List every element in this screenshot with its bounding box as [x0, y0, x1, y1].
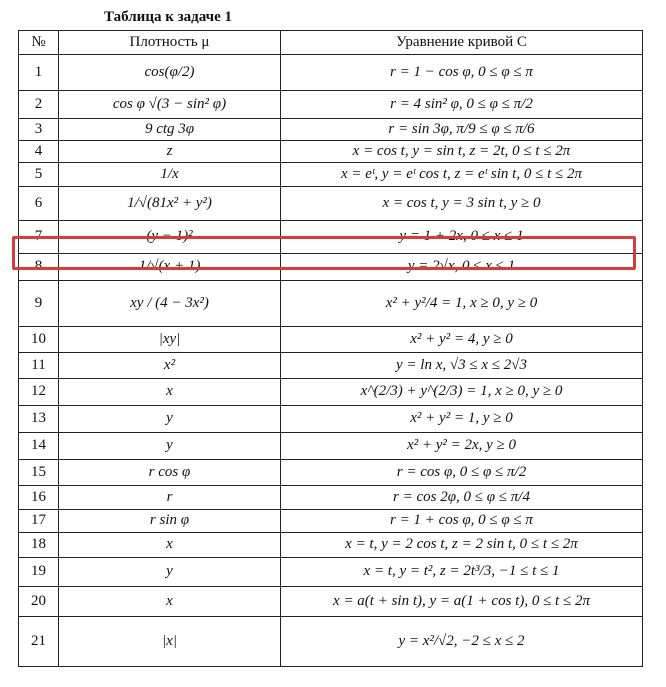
table-row [19, 486, 643, 510]
density-cell: y [59, 558, 281, 587]
row-number: 1 [19, 55, 59, 91]
table-row [19, 533, 643, 558]
equation-cell: r = sin 3φ, π/9 ≤ φ ≤ π/6 [281, 119, 643, 141]
equation-cell: x = cos t, y = 3 sin t, y ≥ 0 [281, 187, 643, 221]
header-density: Плотность μ [59, 31, 281, 55]
row-number: 18 [19, 533, 59, 558]
row-number: 20 [19, 587, 59, 617]
density-cell: z [59, 141, 281, 163]
density-cell: 1/√(x + 1) [59, 254, 281, 281]
density-cell: 1/√(81x² + y²) [59, 187, 281, 221]
header-number: № [19, 31, 59, 55]
table-row [19, 379, 643, 406]
row-number: 12 [19, 379, 59, 406]
density-cell: r sin φ [59, 510, 281, 533]
row-number: 9 [19, 281, 59, 327]
density-cell: x² [59, 353, 281, 379]
table-row [19, 91, 643, 119]
equation-cell: y = 2√x, 0 ≤ x ≤ 1 [281, 254, 643, 281]
density-cell: |xy| [59, 327, 281, 353]
row-number: 17 [19, 510, 59, 533]
row-number: 5 [19, 163, 59, 187]
row-number: 19 [19, 558, 59, 587]
table-row [19, 617, 643, 667]
equation-cell: x^(2/3) + y^(2/3) = 1, x ≥ 0, y ≥ 0 [281, 379, 643, 406]
equation-cell: x = t, y = t², z = 2t³/3, −1 ≤ t ≤ 1 [281, 558, 643, 587]
equation-cell: r = 4 sin² φ, 0 ≤ φ ≤ π/2 [281, 91, 643, 119]
table-row [19, 587, 643, 617]
row-number: 4 [19, 141, 59, 163]
row-number: 7 [19, 221, 59, 254]
density-cell: xy / (4 − 3x²) [59, 281, 281, 327]
density-cell: x [59, 379, 281, 406]
table-row [19, 353, 643, 379]
header-equation: Уравнение кривой C [281, 31, 643, 55]
equation-cell: y = ln x, √3 ≤ x ≤ 2√3 [281, 353, 643, 379]
density-cell: x [59, 587, 281, 617]
equation-cell: x² + y² = 1, y ≥ 0 [281, 406, 643, 433]
density-cell: r cos φ [59, 460, 281, 486]
row-number: 15 [19, 460, 59, 486]
density-cell: cos φ √(3 − sin² φ) [59, 91, 281, 119]
table-row [19, 327, 643, 353]
row-number: 21 [19, 617, 59, 667]
table-row [19, 281, 643, 327]
density-cell: y [59, 406, 281, 433]
density-cell: 9 ctg 3φ [59, 119, 281, 141]
density-cell: cos(φ/2) [59, 55, 281, 91]
equation-cell: x = a(t + sin t), y = a(1 + cos t), 0 ≤ t ≤ 2π [281, 587, 643, 617]
table-row [19, 510, 643, 533]
equation-cell: x = cos t, y = sin t, z = 2t, 0 ≤ t ≤ 2π [281, 141, 643, 163]
row-number: 10 [19, 327, 59, 353]
equation-cell: y = x²/√2, −2 ≤ x ≤ 2 [281, 617, 643, 667]
table-row [19, 55, 643, 91]
equation-cell: x = t, y = 2 cos t, z = 2 sin t, 0 ≤ t ≤ 2π [281, 533, 643, 558]
density-cell: r [59, 486, 281, 510]
row-number: 3 [19, 119, 59, 141]
table-row [19, 460, 643, 486]
equation-cell: r = cos 2φ, 0 ≤ φ ≤ π/4 [281, 486, 643, 510]
row-number: 13 [19, 406, 59, 433]
table-row [19, 119, 643, 141]
table-row [19, 187, 643, 221]
density-cell: x [59, 533, 281, 558]
task-table [18, 30, 643, 667]
row-number: 16 [19, 486, 59, 510]
equation-cell: x² + y² = 4, y ≥ 0 [281, 327, 643, 353]
density-cell: (y − 1)² [59, 221, 281, 254]
table-row [19, 433, 643, 460]
table-row [19, 558, 643, 587]
density-cell: |x| [59, 617, 281, 667]
equation-cell: x² + y²/4 = 1, x ≥ 0, y ≥ 0 [281, 281, 643, 327]
equation-cell: x = eᵗ, y = eᵗ cos t, z = eᵗ sin t, 0 ≤ t ≤ 2π [281, 163, 643, 187]
density-cell: 1/x [59, 163, 281, 187]
table-caption: Таблица к задаче 1 [104, 9, 232, 25]
equation-cell: y = 1 + 2x, 0 ≤ x ≤ 1 [281, 221, 643, 254]
row-number: 11 [19, 353, 59, 379]
equation-cell: x² + y² = 2x, y ≥ 0 [281, 433, 643, 460]
equation-cell: r = cos φ, 0 ≤ φ ≤ π/2 [281, 460, 643, 486]
table-row [19, 406, 643, 433]
density-cell: y [59, 433, 281, 460]
highlight-box-row-7 [12, 236, 636, 270]
row-number: 2 [19, 91, 59, 119]
row-number: 8 [19, 254, 59, 281]
table-header-row [19, 31, 643, 55]
table-row [19, 141, 643, 163]
equation-cell: r = 1 + cos φ, 0 ≤ φ ≤ π [281, 510, 643, 533]
table-row [19, 163, 643, 187]
row-number: 14 [19, 433, 59, 460]
row-number: 6 [19, 187, 59, 221]
equation-cell: r = 1 − cos φ, 0 ≤ φ ≤ π [281, 55, 643, 91]
